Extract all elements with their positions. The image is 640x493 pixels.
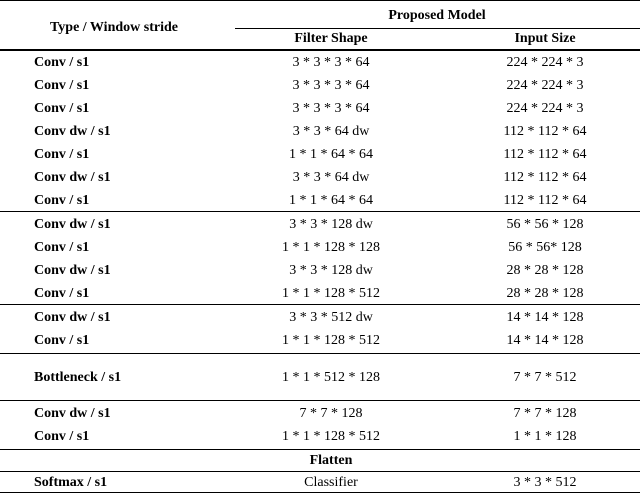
row-13-filter: 1 * 1 * 128 * 512 (282, 333, 380, 348)
row-5-filter: 1 * 1 * 64 * 64 (289, 147, 373, 162)
row-7-input: 112 * 112 * 64 (503, 193, 587, 208)
row-2-input: 224 * 224 * 3 (506, 78, 584, 93)
row-16-type: Conv / s1 (34, 429, 90, 444)
row-16-input: 1 * 1 * 128 (513, 429, 577, 444)
type-column-header: Type / Window stride (50, 20, 178, 35)
row-10-filter: 3 * 3 * 128 dw (289, 263, 373, 278)
section-divider-1 (0, 211, 640, 212)
row-10-type: Conv dw / s1 (34, 263, 111, 278)
row-4-type: Conv dw / s1 (34, 124, 111, 139)
row-1-filter: 3 * 3 * 3 * 64 (292, 55, 370, 70)
row-7-type: Conv / s1 (34, 193, 90, 208)
row-1-input: 224 * 224 * 3 (506, 55, 584, 70)
section-divider-2 (0, 304, 640, 305)
flatten-label: Flatten (309, 453, 353, 468)
row-2-filter: 3 * 3 * 3 * 64 (292, 78, 370, 93)
header-group-rule (235, 28, 640, 29)
row-12-filter: 3 * 3 * 512 dw (289, 310, 373, 325)
row-9-type: Conv / s1 (34, 240, 90, 255)
row-5-type: Conv / s1 (34, 147, 90, 162)
proposed-model-header: Proposed Model (388, 8, 486, 23)
row-3-filter: 3 * 3 * 3 * 64 (292, 101, 370, 116)
row-5-input: 112 * 112 * 64 (503, 147, 587, 162)
row-13-type: Conv / s1 (34, 333, 90, 348)
row-6-type: Conv dw / s1 (34, 170, 111, 185)
row-7-filter: 1 * 1 * 64 * 64 (289, 193, 373, 208)
row-11-filter: 1 * 1 * 128 * 512 (282, 286, 380, 301)
section-divider-3 (0, 353, 640, 354)
row-15-filter: 7 * 7 * 128 (299, 406, 363, 421)
row-15-type: Conv dw / s1 (34, 406, 111, 421)
row-17-type: Softmax / s1 (34, 475, 108, 490)
row-8-filter: 3 * 3 * 128 dw (289, 217, 373, 232)
row-11-type: Conv / s1 (34, 286, 90, 301)
row-9-filter: 1 * 1 * 128 * 128 (282, 240, 380, 255)
row-13-input: 14 * 14 * 128 (506, 333, 584, 348)
row-4-filter: 3 * 3 * 64 dw (292, 124, 370, 139)
row-14-input: 7 * 7 * 512 (513, 370, 577, 385)
row-1-type: Conv / s1 (34, 55, 90, 70)
flatten-bottom-rule (0, 471, 640, 472)
row-10-input: 28 * 28 * 128 (506, 263, 584, 278)
row-14-filter: 1 * 1 * 512 * 128 (282, 370, 380, 385)
row-6-filter: 3 * 3 * 64 dw (292, 170, 370, 185)
row-6-input: 112 * 112 * 64 (503, 170, 587, 185)
row-14-type: Bottleneck / s1 (34, 370, 122, 385)
row-16-filter: 1 * 1 * 128 * 512 (282, 429, 380, 444)
row-17-input: 3 * 3 * 512 (513, 475, 577, 490)
row-4-input: 112 * 112 * 64 (503, 124, 587, 139)
section-divider-5 (0, 449, 640, 450)
row-9-input: 56 * 56* 128 (508, 240, 582, 255)
table-top-rule (0, 0, 640, 1)
header-bottom-rule (0, 49, 640, 51)
row-8-input: 56 * 56 * 128 (506, 217, 584, 232)
row-3-type: Conv / s1 (34, 101, 90, 116)
row-12-type: Conv dw / s1 (34, 310, 111, 325)
row-15-input: 7 * 7 * 128 (513, 406, 577, 421)
filter-shape-header: Filter Shape (294, 31, 368, 46)
section-divider-4 (0, 400, 640, 401)
row-8-type: Conv dw / s1 (34, 217, 111, 232)
row-11-input: 28 * 28 * 128 (506, 286, 584, 301)
input-size-header: Input Size (514, 31, 576, 46)
row-17-filter: Classifier (304, 475, 358, 490)
row-12-input: 14 * 14 * 128 (506, 310, 584, 325)
row-3-input: 224 * 224 * 3 (506, 101, 584, 116)
row-2-type: Conv / s1 (34, 78, 90, 93)
